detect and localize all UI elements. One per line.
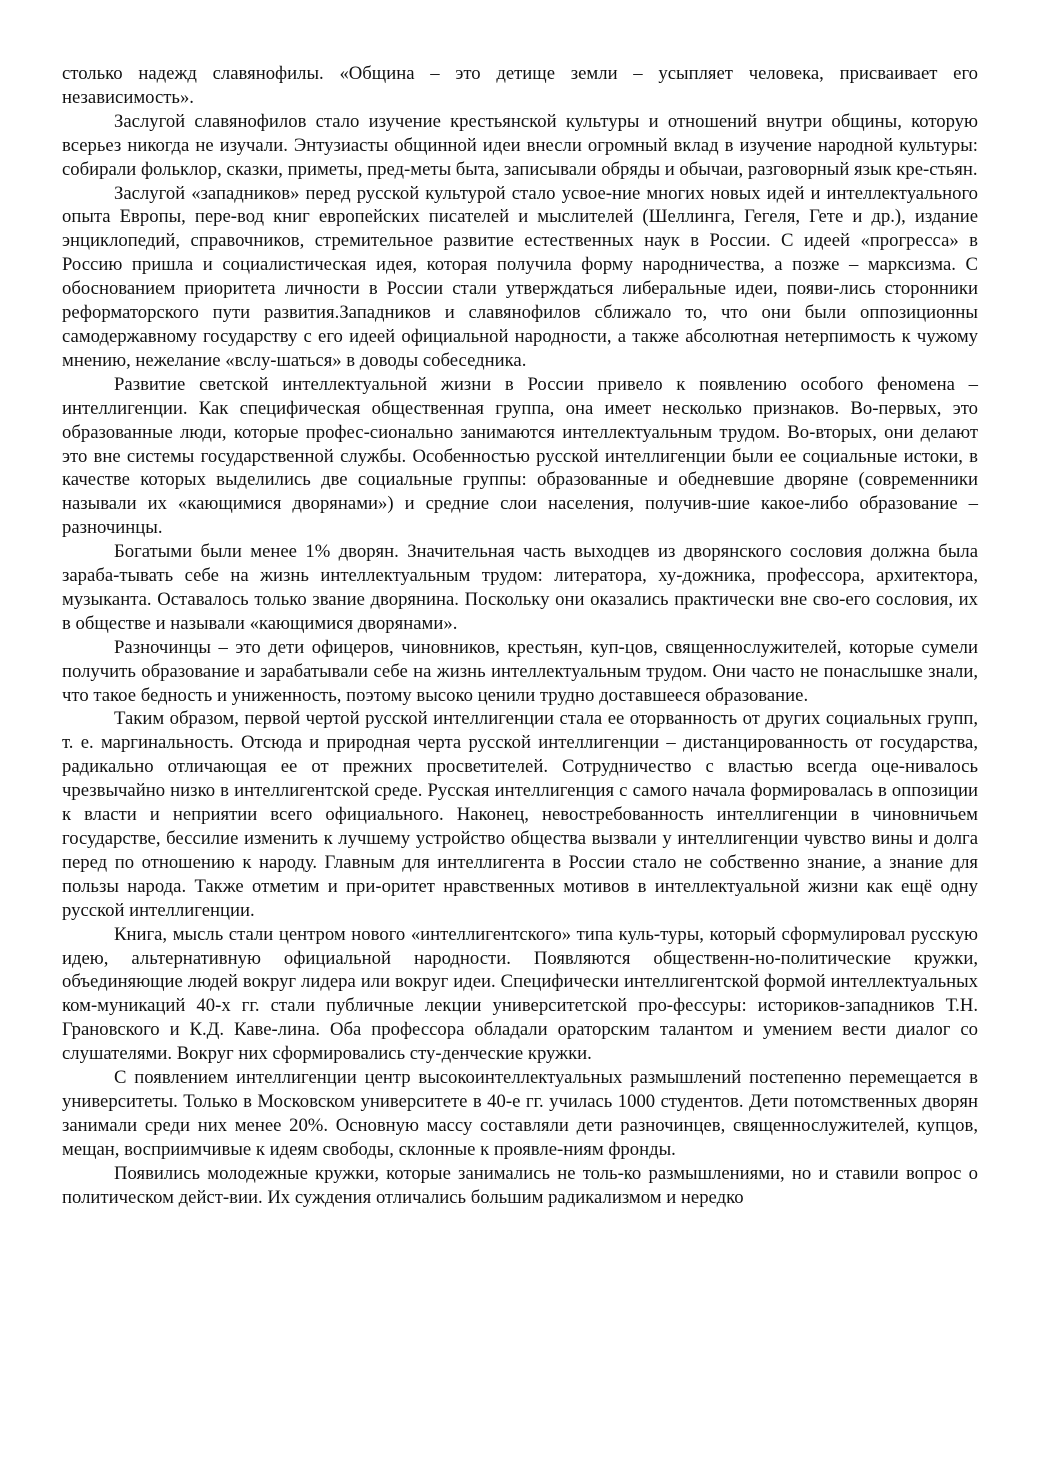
paragraph-continuation: столько надежд славянофилы. «Община – это детище земли – усыпляет человека, присваивает его независимость». (62, 63, 978, 108)
paragraph-marginality: Таким образом, первой чертой русской интеллигенции стала ее оторванность от других социальных групп, т. е. маргинальность. Отсюда и природная черта русской интеллигенции – дистанцированность от государства, радикально отличающая ее от прежних просветителей. Сотрудничество с властью всегда оце-нивалось чрезвычайно низко в интеллигентской среде. Русская интеллигенция с самого начала формировалась в оппозиции к власти и неприятии всего официального. Наконец, невостребованность интеллигенции в чиновничьем государстве, бессилие изменить к лучшему устройство общества вызвали у интеллигенции чувство вины и долга перед по отношению к народу. Главным для интеллигента в России стало не собственно знание, а знание для пользы народа. Также отметим и при-оритет нравственных мотивов в интеллектуальной жизни как ещё одну русской интеллигенции. (62, 708, 978, 921)
paragraph-nobility: Богатыми были менее 1% дворян. Значительная часть выходцев из дворянского сословия должна была зараба-тывать себе на жизнь интеллектуальным трудом: литератора, ху-дожника, профессора, архитектора, музыканта. Оставалось только звание дворянина. Поскольку они оказались практически вне сво-его сословия, их в обществе и называли «кающимися дворянами». (62, 541, 978, 634)
paragraph-intelligentsia-origin: Развитие светской интеллектуальной жизни в России привело к появлению особого феномена – интеллигенции. Как специфическая общественная группа, она имеет несколько признаков. Во-первых, это образованные люди, которые профес-сионально занимаются интеллектуальным трудом. Во-вторых, они делают это вне системы государственной службы. Особенностью русской интеллигенции были ее социальные истоки, в качестве которых выделились две социальные группы: образованные и обедневшие дворяне (современники называли их «кающимися дворянами») и средние слои населения, получив-шие какое-либо образование – разночинцы. (62, 373, 978, 539)
paragraph-raznochintsy: Разночинцы – это дети офицеров, чиновников, крестьян, куп-цов, священнослужителей, которые сумели получить образование и зарабатывали себе на жизнь интеллектуальным трудом. Они часто не понаслышке знали, что такое бедность и униженность, поэтому высоко ценили трудно доставшееся образование. (62, 636, 978, 706)
paragraph-westernizers-merit: Заслугой «западников» перед русской культурой стало усвое-ние многих новых идей и интеллектуального опыта Европы, пере-вод книг европейских писателей и мыслителей (Шеллинга, Гегеля, Гете и др.), издание энциклопедий, справочников, стремительное развитие естественных наук в России. С идеей «прогресса» в Россию пришла и социалистическая идея, которая получила форму народничества, а позже – марксизма. С обоснованием приоритета личности в России стали утверждаться либеральные идеи, появи-лись сторонники реформаторского пути развития.Западников и славянофилов сближало то, что они были оппозиционны самодержавному государству с его идеей официальной народности, а также абсолютная нетерпимость к чужому мнению, нежелание «вслу-шаться» в доводы собеседника. (62, 182, 978, 371)
paragraph-slavophiles-merit: Заслугой славянофилов стало изучение крестьянской культуры и отношений внутри общины, которую всерьез никогда не изучали. Энтузиасты общинной идеи внесли огромный вклад в изучение народной культуры: собирали фольклор, сказки, приметы, пред-меты быта, записывали обряды и обычаи, разговорный язык кре-стьян. (62, 110, 978, 180)
document-page (62, 62, 978, 1210)
paragraph-book-and-thought: Книга, мысль стали центром нового «интеллигентского» типа куль-туры, который сформулировал русскую идею, альтернативную официальной народности. Появляются общественн-но-политические кружки, объединяющие людей вокруг лидера или вокруг идеи. Специфически интеллигентской формой интеллектуальных ком-муникаций 40-х гг. стали публичные лекции университетской про-фессуры: историков-западников Т.Н. Грановского и К.Д. Каве-лина. Оба профессора обладали ораторским талантом и умением вести диалог со слушателями. Вокруг них сформировались сту-денческие кружки. (62, 923, 978, 1065)
paragraph-youth-circles: Появились молодежные кружки, которые занимались не толь-ко размышлениями, но и ставили вопрос о политическом дейст-вии. Их суждения отличались большим радикализмом и нередко (62, 1162, 978, 1208)
paragraph-universities: С появлением интеллигенции центр высокоинтеллектуальных размышлений постепенно перемещается в университеты. Только в Московском университете в 40-е гг. училась 1000 студентов. Дети потомственных дворян занимали среди них менее 20%. Основную массу составляли дети разночинцев, священнослужителей, купцов, мещан, восприимчивые к идеям свободы, склонные к проявле-ниям фронды. (62, 1067, 978, 1160)
